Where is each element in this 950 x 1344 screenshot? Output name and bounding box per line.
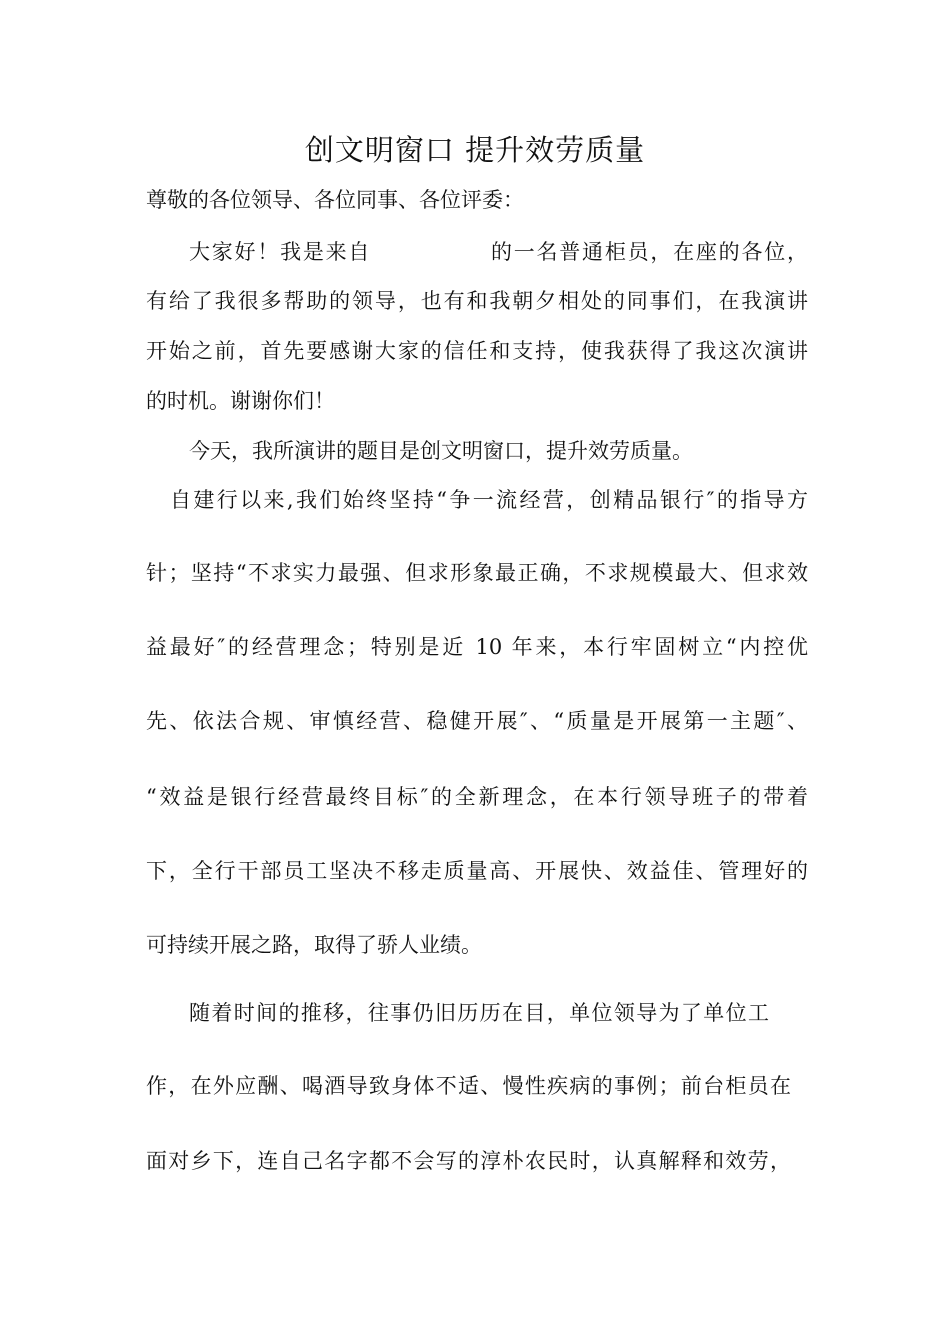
- paragraph-1-line-1: [189, 237, 808, 267]
- paragraph-2: 今天，我所演讲的题目是创文明窗口，提升效劳质量。: [189, 439, 693, 463]
- paragraph-3-line-2: 针；坚持“不求实力最强、但求形象最正确，不求规模最大、但求效: [146, 561, 808, 585]
- paragraph-3-line-4: 先、依法合规、审慎经营、稳健开展″、“质量是开展第一主题″、: [146, 709, 808, 733]
- paragraph-3-line-5: “效益是银行经营最终目标″的全新理念，在本行领导班子的带着: [146, 785, 808, 809]
- document-title: 创文明窗口 提升效劳质量: [304, 133, 646, 167]
- paragraph-3-line-3: 益最好″的经营理念；特别是近 10 年来，本行牢固树立“内控优: [146, 635, 808, 659]
- paragraph-1-line-3: 开始之前，首先要感谢大家的信任和支持，使我获得了我这次演讲: [146, 339, 808, 363]
- paragraph-4-line-3: 面对乡下，连自己名字都不会写的淳朴农民时，认真解释和效劳，: [146, 1149, 791, 1173]
- intro-after-blank: 的一名普通柜员，在座的各位，: [489, 240, 809, 264]
- paragraph-3-line-6: 下，全行干部员工坚决不移走质量高、开展快、效益佳、管理好的: [146, 859, 808, 883]
- paragraph-1-line-4: 的时机。谢谢你们！: [146, 389, 335, 413]
- salutation: 尊敬的各位领导、各位同事、各位评委：: [146, 188, 524, 212]
- intro-before-blank: 大家好！我是来自: [189, 240, 372, 264]
- paragraph-4-line-2: 作，在外应酬、喝酒导致身体不适、慢性疾病的事例；前台柜员在: [146, 1074, 791, 1098]
- paragraph-3-line-7: 可持续开展之路，取得了骄人业绩。: [146, 933, 482, 957]
- paragraph-4-line-1: 随着时间的推移，往事仍旧历历在目，单位领导为了单位工: [189, 1001, 769, 1025]
- paragraph-3-line-1: 自建行以来,我们始终坚持“争一流经营，创精品银行″的指导方: [170, 488, 808, 512]
- paragraph-1-line-2: 有给了我很多帮助的领导，也有和我朝夕相处的同事们，在我演讲: [146, 289, 808, 313]
